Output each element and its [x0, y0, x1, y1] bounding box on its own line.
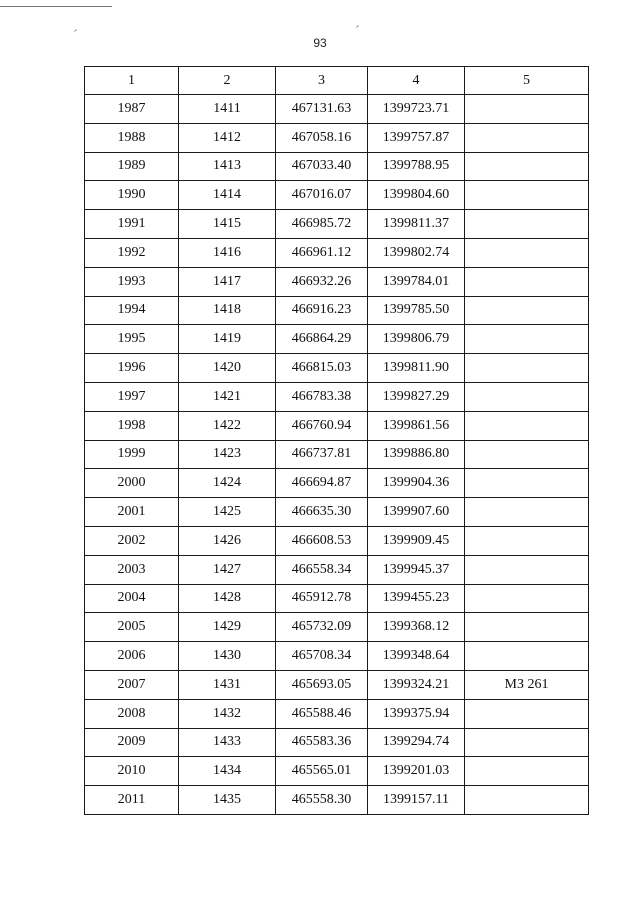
x-coordinate-cell: 466558.34: [276, 555, 368, 584]
x-coordinate-cell: 465732.09: [276, 613, 368, 642]
y-coordinate-cell: 1399201.03: [368, 757, 465, 786]
point-number-cell: 1434: [179, 757, 276, 786]
y-coordinate-cell: 1399802.74: [368, 238, 465, 267]
note-cell: [465, 786, 589, 815]
row-number-cell: 2011: [85, 786, 179, 815]
note-cell: [465, 411, 589, 440]
x-coordinate-cell: 466985.72: [276, 210, 368, 239]
column-header: 2: [179, 67, 276, 95]
note-cell: [465, 728, 589, 757]
column-header: 5: [465, 67, 589, 95]
table-row: [85, 152, 589, 181]
y-coordinate-cell: 1399904.36: [368, 469, 465, 498]
table-row: [85, 728, 589, 757]
point-number-cell: 1414: [179, 181, 276, 210]
table-row: [85, 469, 589, 498]
point-number-cell: 1416: [179, 238, 276, 267]
x-coordinate-cell: 466783.38: [276, 382, 368, 411]
point-number-cell: 1417: [179, 267, 276, 296]
row-number-cell: 1996: [85, 354, 179, 383]
point-number-cell: 1430: [179, 642, 276, 671]
note-cell: [465, 642, 589, 671]
note-cell: [465, 296, 589, 325]
note-cell: [465, 210, 589, 239]
row-number-cell: 1988: [85, 123, 179, 152]
y-coordinate-cell: 1399804.60: [368, 181, 465, 210]
y-coordinate-cell: 1399723.71: [368, 95, 465, 124]
y-coordinate-cell: 1399348.64: [368, 642, 465, 671]
point-number-cell: 1415: [179, 210, 276, 239]
table-row: [85, 325, 589, 354]
table-row: [85, 354, 589, 383]
row-number-cell: 1993: [85, 267, 179, 296]
point-number-cell: 1422: [179, 411, 276, 440]
x-coordinate-cell: 465558.30: [276, 786, 368, 815]
header-row: [85, 67, 589, 95]
x-coordinate-cell: 466916.23: [276, 296, 368, 325]
row-number-cell: 2006: [85, 642, 179, 671]
column-header: 1: [85, 67, 179, 95]
table-row: [85, 123, 589, 152]
row-number-cell: 2005: [85, 613, 179, 642]
note-cell: [465, 584, 589, 613]
table-row: [85, 382, 589, 411]
point-number-cell: 1427: [179, 555, 276, 584]
table-row: [85, 613, 589, 642]
point-number-cell: 1424: [179, 469, 276, 498]
point-number-cell: 1421: [179, 382, 276, 411]
note-cell: [465, 123, 589, 152]
point-number-cell: 1413: [179, 152, 276, 181]
y-coordinate-cell: 1399375.94: [368, 699, 465, 728]
x-coordinate-cell: 467016.07: [276, 181, 368, 210]
y-coordinate-cell: 1399909.45: [368, 526, 465, 555]
row-number-cell: 2008: [85, 699, 179, 728]
note-cell: [465, 440, 589, 469]
y-coordinate-cell: 1399368.12: [368, 613, 465, 642]
x-coordinate-cell: 466608.53: [276, 526, 368, 555]
note-cell: [465, 95, 589, 124]
y-coordinate-cell: 1399886.80: [368, 440, 465, 469]
note-cell: [465, 181, 589, 210]
y-coordinate-cell: 1399811.90: [368, 354, 465, 383]
coordinates-table: [84, 66, 589, 815]
note-cell: [465, 699, 589, 728]
table-row: [85, 786, 589, 815]
table-row: [85, 267, 589, 296]
point-number-cell: 1419: [179, 325, 276, 354]
y-coordinate-cell: 1399785.50: [368, 296, 465, 325]
y-coordinate-cell: 1399294.74: [368, 728, 465, 757]
row-number-cell: 2009: [85, 728, 179, 757]
scan-speck: [356, 25, 359, 28]
point-number-cell: 1435: [179, 786, 276, 815]
row-number-cell: 1998: [85, 411, 179, 440]
row-number-cell: 1997: [85, 382, 179, 411]
note-cell: [465, 325, 589, 354]
point-number-cell: 1433: [179, 728, 276, 757]
row-number-cell: 1991: [85, 210, 179, 239]
table-row: [85, 238, 589, 267]
point-number-cell: 1428: [179, 584, 276, 613]
x-coordinate-cell: 465912.78: [276, 584, 368, 613]
point-number-cell: 1420: [179, 354, 276, 383]
table-row: [85, 498, 589, 527]
x-coordinate-cell: 466864.29: [276, 325, 368, 354]
y-coordinate-cell: 1399324.21: [368, 670, 465, 699]
y-coordinate-cell: 1399827.29: [368, 382, 465, 411]
table-row: [85, 526, 589, 555]
row-number-cell: 2007: [85, 670, 179, 699]
x-coordinate-cell: 465565.01: [276, 757, 368, 786]
point-number-cell: 1423: [179, 440, 276, 469]
point-number-cell: 1431: [179, 670, 276, 699]
x-coordinate-cell: 467131.63: [276, 95, 368, 124]
x-coordinate-cell: 466932.26: [276, 267, 368, 296]
row-number-cell: 2010: [85, 757, 179, 786]
point-number-cell: 1432: [179, 699, 276, 728]
table-row: [85, 584, 589, 613]
x-coordinate-cell: 466961.12: [276, 238, 368, 267]
note-cell: [465, 382, 589, 411]
table-row: [85, 95, 589, 124]
table-row: [85, 757, 589, 786]
y-coordinate-cell: 1399806.79: [368, 325, 465, 354]
note-cell: [465, 469, 589, 498]
column-header: 4: [368, 67, 465, 95]
row-number-cell: 2001: [85, 498, 179, 527]
y-coordinate-cell: 1399945.37: [368, 555, 465, 584]
table-body: [85, 95, 589, 815]
row-number-cell: 1989: [85, 152, 179, 181]
scan-speck: [74, 29, 77, 32]
row-number-cell: 2004: [85, 584, 179, 613]
note-cell: [465, 613, 589, 642]
note-cell: [465, 757, 589, 786]
table-row: [85, 296, 589, 325]
point-number-cell: 1426: [179, 526, 276, 555]
row-number-cell: 1987: [85, 95, 179, 124]
point-number-cell: 1412: [179, 123, 276, 152]
row-number-cell: 2000: [85, 469, 179, 498]
table-row: [85, 411, 589, 440]
row-number-cell: 2003: [85, 555, 179, 584]
x-coordinate-cell: 467033.40: [276, 152, 368, 181]
note-cell: [465, 354, 589, 383]
y-coordinate-cell: 1399788.95: [368, 152, 465, 181]
page-number: 93: [313, 36, 327, 50]
table-row: [85, 699, 589, 728]
row-number-cell: 1994: [85, 296, 179, 325]
row-number-cell: 1992: [85, 238, 179, 267]
x-coordinate-cell: 465708.34: [276, 642, 368, 671]
note-cell: [465, 526, 589, 555]
table-row: [85, 642, 589, 671]
note-cell: [465, 152, 589, 181]
x-coordinate-cell: 466737.81: [276, 440, 368, 469]
x-coordinate-cell: 465588.46: [276, 699, 368, 728]
scan-edge-line: [0, 6, 112, 7]
y-coordinate-cell: 1399861.56: [368, 411, 465, 440]
table-row: [85, 440, 589, 469]
x-coordinate-cell: 465583.36: [276, 728, 368, 757]
row-number-cell: 1995: [85, 325, 179, 354]
note-cell: [465, 267, 589, 296]
y-coordinate-cell: 1399907.60: [368, 498, 465, 527]
y-coordinate-cell: 1399784.01: [368, 267, 465, 296]
table-row: [85, 555, 589, 584]
row-number-cell: 2002: [85, 526, 179, 555]
row-number-cell: 1999: [85, 440, 179, 469]
x-coordinate-cell: 466635.30: [276, 498, 368, 527]
note-cell: [465, 555, 589, 584]
point-number-cell: 1425: [179, 498, 276, 527]
point-number-cell: 1418: [179, 296, 276, 325]
x-coordinate-cell: 466815.03: [276, 354, 368, 383]
point-number-cell: 1411: [179, 95, 276, 124]
row-number-cell: 1990: [85, 181, 179, 210]
y-coordinate-cell: 1399757.87: [368, 123, 465, 152]
table-row: [85, 181, 589, 210]
x-coordinate-cell: 465693.05: [276, 670, 368, 699]
column-header: 3: [276, 67, 368, 95]
x-coordinate-cell: 466760.94: [276, 411, 368, 440]
y-coordinate-cell: 1399811.37: [368, 210, 465, 239]
point-number-cell: 1429: [179, 613, 276, 642]
note-cell: [465, 498, 589, 527]
y-coordinate-cell: 1399157.11: [368, 786, 465, 815]
note-cell: [465, 238, 589, 267]
x-coordinate-cell: 467058.16: [276, 123, 368, 152]
table-row: [85, 670, 589, 699]
table-row: [85, 210, 589, 239]
y-coordinate-cell: 1399455.23: [368, 584, 465, 613]
note-cell: МЗ 261: [465, 670, 589, 699]
x-coordinate-cell: 466694.87: [276, 469, 368, 498]
